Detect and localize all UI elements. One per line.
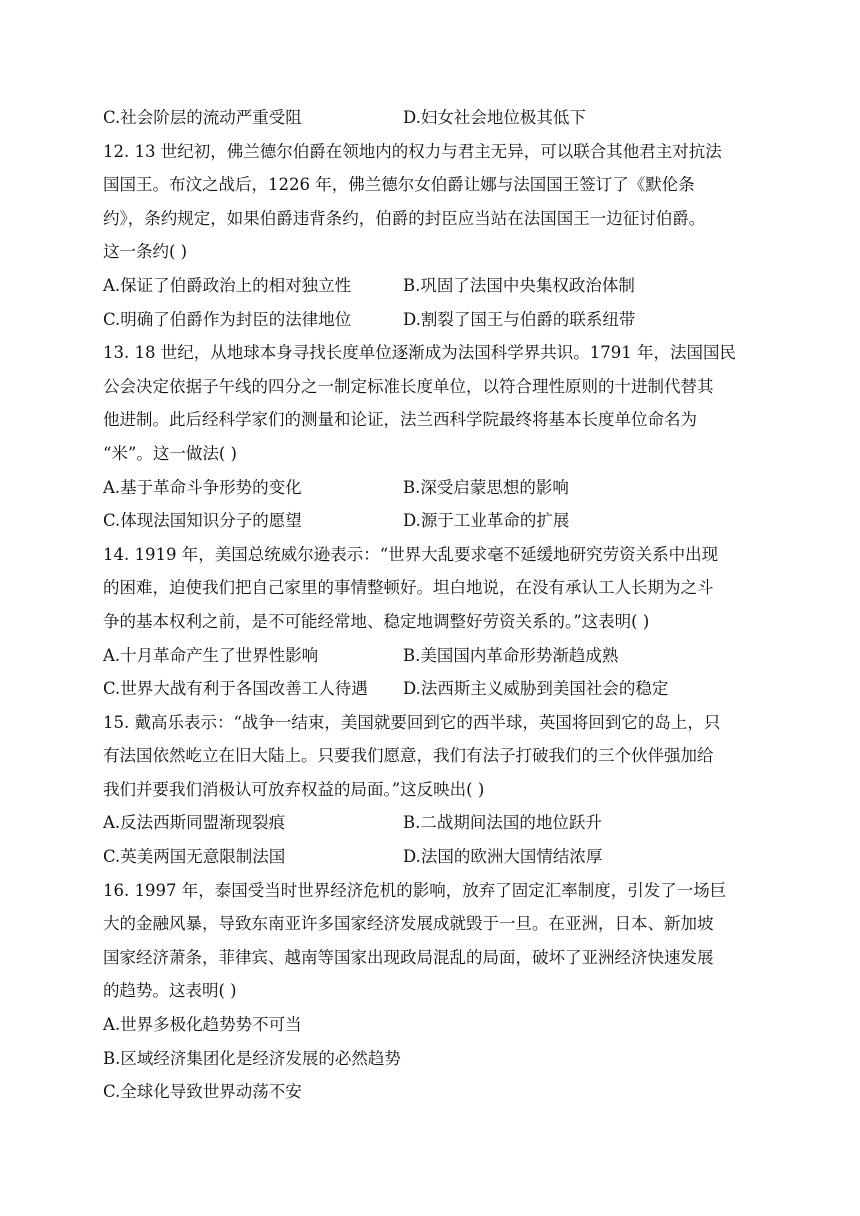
- question-15: [103, 706, 763, 874]
- q16-option-b: B.区域经济集团化是经济发展的必然趋势: [103, 1048, 401, 1068]
- q15-options-row-cd: [103, 840, 763, 874]
- q14-stem-line: 14. 1919 年，美国总统威尔逊表示：“世界大乱要求毫不延缓地研究劳资关系中出现: [103, 544, 719, 564]
- question-12: [103, 135, 763, 337]
- q13-option-d: D.源于工业革命的扩展: [403, 511, 570, 531]
- q12-stem-line: 这一条约( ): [103, 242, 188, 262]
- q14-option-d: D.法西斯主义威胁到美国社会的稳定: [403, 679, 669, 699]
- q15-option-c: C.英美两国无意限制法国: [103, 847, 286, 867]
- q14-options-row-ab: [103, 639, 763, 673]
- q14-stem-line: 争的基本权利之前，是不可能经常地、稳定地调整好劳资关系的。”这表明( ): [103, 611, 650, 631]
- q12-stem-line: 12. 13 世纪初，佛兰德尔伯爵在领地内的权力与君主无异，可以联合其他君主对抗法: [103, 141, 722, 161]
- q15-options-row-ab: [103, 806, 763, 840]
- q15-stem-line: 我们并要我们消极认可放弃权益的局面。”这反映出( ): [103, 779, 485, 799]
- q16-stem-line: 的趋势。这表明( ): [103, 981, 237, 1001]
- q11-option-c: C.社会阶层的流动严重受阻: [103, 108, 302, 127]
- question-14: [103, 538, 763, 706]
- q12-options-row-ab: [103, 269, 763, 303]
- q15-stem-line: 15. 戴高乐表示：“战争一结束，美国就要回到它的西半球，英国将回到它的岛上，只: [103, 712, 721, 732]
- q16-stem-line: 16. 1997 年，泰国受当时世界经济危机的影响，放弃了固定汇率制度，引发了一场巨: [103, 880, 727, 900]
- q11-option-d: D.妇女社会地位极其低下: [403, 108, 586, 127]
- q14-options-row-cd: [103, 672, 763, 706]
- q12-option-a: A.保证了伯爵政治上的相对独立性: [103, 275, 352, 295]
- q13-stem-line: 13. 18 世纪，从地球本身寻找长度单位逐渐成为法国科学界共识。1791 年，法国国民: [103, 343, 736, 363]
- q13-options-row-ab: [103, 471, 763, 505]
- q14-option-a: A.十月革命产生了世界性影响: [103, 645, 319, 665]
- q13-stem-line: 公会决定依据子午线的四分之一制定标准长度单位，以符合理性原则的十进制代替其: [103, 376, 714, 396]
- q12-stem-line: 约》，条约规定，如果伯爵违背条约，伯爵的封臣应当站在法国国王一边征讨伯爵。: [103, 208, 706, 228]
- q15-option-a: A.反法西斯同盟渐现裂痕: [103, 813, 286, 833]
- q12-options-row-cd: [103, 303, 763, 337]
- question-13: [103, 336, 763, 538]
- q12-stem-line: 国国王。布汶之战后，1226 年，佛兰德尔女伯爵让娜与法国国王签订了《默伦条: [103, 175, 695, 195]
- q14-option-c: C.世界大战有利于各国改善工人待遇: [103, 679, 368, 699]
- q14-stem-line: 的困难，迫使我们把自己家里的事情整顿好。坦白地说，在没有承认工人长期为之斗: [103, 578, 714, 598]
- q16-option-c: C.全球化导致世界动荡不安: [103, 1082, 302, 1102]
- q13-option-a: A.基于革命斗争形势的变化: [103, 477, 302, 497]
- q12-option-b: B.巩固了法国中央集权政治体制: [403, 275, 635, 295]
- q12-option-c: C.明确了伯爵作为封臣的法律地位: [103, 309, 352, 329]
- q16-stem-line: 大的金融风暴，导致东南亚许多国家经济发展成就毁于一旦。在亚洲，日本、新加坡: [103, 914, 714, 934]
- q13-options-row-cd: [103, 504, 763, 538]
- q15-option-d: D.法国的欧洲大国情结浓厚: [403, 847, 603, 867]
- q11-options-row-cd: [103, 101, 763, 135]
- q13-stem-line: “米”。这一做法( ): [103, 443, 237, 463]
- q16-option-a: A.世界多极化趋势势不可当: [103, 1015, 302, 1035]
- q15-stem-line: 有法国依然屹立在旧大陆上。只要我们愿意，我们有法子打破我们的三个伙伴强加给: [103, 746, 714, 766]
- q16-stem-line: 国家经济萧条，菲律宾、越南等国家出现政局混乱的局面，破坏了亚洲经济快速发展: [103, 947, 714, 967]
- q13-stem-line: 他进制。此后经科学家们的测量和论证，法兰西科学院最终将基本长度单位命名为: [103, 410, 697, 430]
- question-16: [103, 874, 763, 1109]
- q12-option-d: D.割裂了国王与伯爵的联系纽带: [403, 309, 636, 329]
- exam-page-content: [103, 101, 763, 1109]
- q13-option-b: B.深受启蒙思想的影响: [403, 477, 569, 497]
- q15-option-b: B.二战期间法国的地位跃升: [403, 813, 602, 833]
- q14-option-b: B.美国国内革命形势渐趋成熟: [403, 645, 619, 665]
- q13-option-c: C.体现法国知识分子的愿望: [103, 511, 302, 531]
